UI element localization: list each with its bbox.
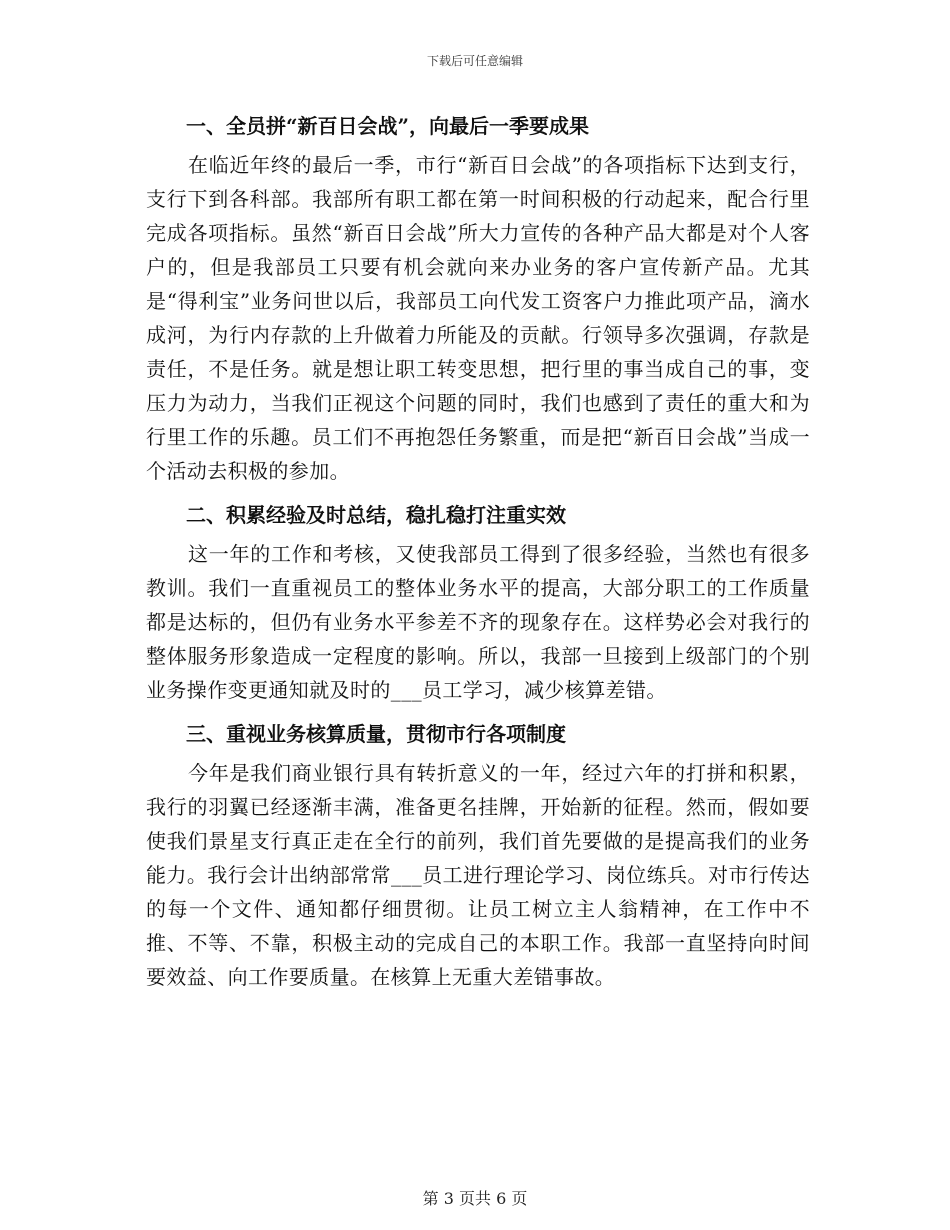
section-heading: 一、全员拼“新百日会战”，向最后一季要成果 — [186, 114, 590, 138]
section-paragraph: 在临近年终的最后一季，市行“新百日会战”的各项指标下达到支行，支行下到各科部。我部所有职工都在第一时间积极的行动起来，配合行里完成各项指标。虽然“新百日会战”所大力宣传的各种产品大都是对个人客户的，但是我部员工只要有机会就向来办业务的客户宣传新产品。尤其是“得利宝”业务问世以后，我部员工向代发工资客户力推此项产品，滴水成河，为行内存款的上升做着力所能及的贡献。行领导多次强调，存款是责任，不是任务。就是想让职工转变思想，把行里的事当成自己的事，变压力为动力，当我们正视这个问题的同时，我们也感到了责任的重大和为行里工作的乐趣。员工们不再抱怨任务繁重，而是把“新百日会战”当成一个活动去积极的参加。 — [146, 153, 810, 483]
section-paragraph: 今年是我们商业银行具有转折意义的一年，经过六年的打拼和积累，我行的羽翼已经逐渐丰满，准备更名挂牌，开始新的征程。然而，假如要使我们景星支行真正走在全行的前列，我们首先要做的是提高我们的业务能力。我行会计出纳部常常___员工进行理论学习、岗位练兵。对市行传达的每一个文件、通知都仔细贯彻。让员工树立主人翁精神，在工作中不推、不等、不靠，积极主动的完成自己的本职工作。我部一直坚持向时间要效益、向工作要质量。在核算上无重大差错事故。 — [146, 761, 810, 989]
page-footer: 第 3 页共 6 页 — [422, 1189, 528, 1208]
document-body — [146, 104, 810, 999]
section-2 — [146, 493, 810, 707]
section-heading: 三、重视业务核算质量，贯彻市行各项制度 — [186, 722, 566, 746]
section-heading: 二、积累经验及时总结，稳扎稳打注重实效 — [186, 503, 566, 527]
section-3 — [146, 712, 810, 994]
page-header: 下载后可任意编辑 — [426, 54, 523, 68]
section-paragraph: 这一年的工作和考核，又使我部员工得到了很多经验，当然也有很多教训。我们一直重视员工的整体业务水平的提高，大部分职工的工作质量都是达标的，但仍有业务水平参差不齐的现象存在。这样势必会对我行的整体服务形象造成一定程度的影响。所以，我部一旦接到上级部门的个别业务操作变更通知就及时的___员工学习，减少核算差错。 — [146, 542, 810, 702]
section-1 — [146, 104, 810, 488]
